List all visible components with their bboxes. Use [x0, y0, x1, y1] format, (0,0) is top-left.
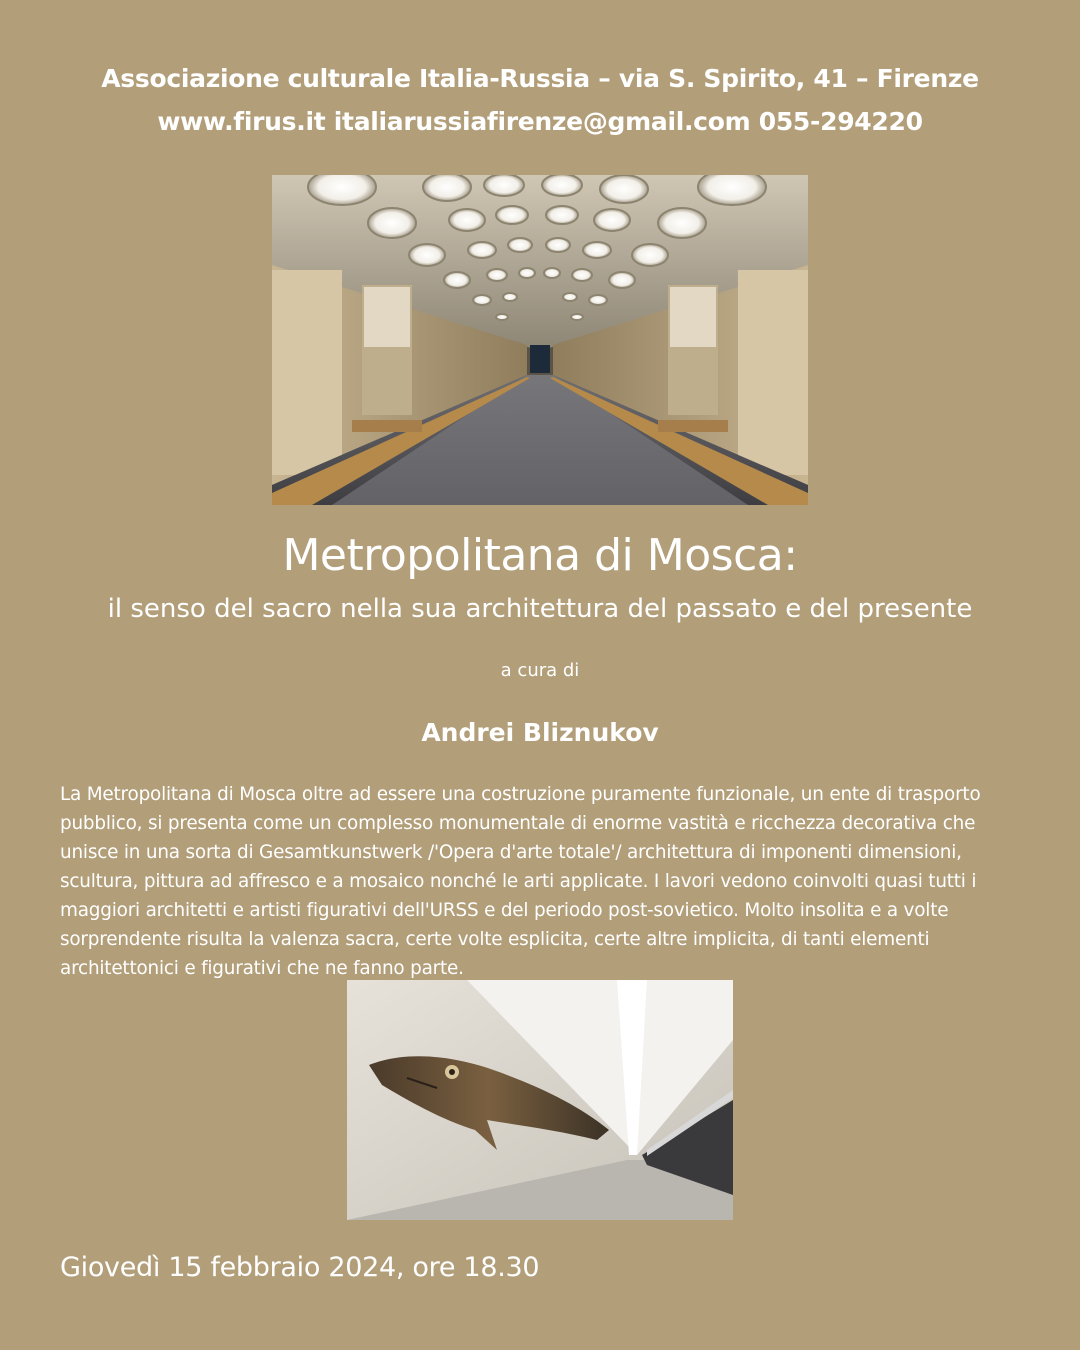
- association-contacts: www.firus.it italiarussiafirenze@gmail.com 055-294220: [157, 107, 923, 136]
- event-title: Metropolitana di Mosca:: [282, 530, 798, 581]
- association-address: Associazione culturale Italia-Russia – via S. Spirito, 41 – Firenze: [101, 64, 979, 93]
- event-description: La Metropolitana di Mosca oltre ad essere una costruzione puramente funzionale, un ente di trasporto pubblico, si presenta come un complesso monumentale di enorme vastità e ricchezza decorativa che unisce in una sorta di Gesamtkunstwerk /'Opera d'arte totale'/ architettura di imponenti dimensioni, scultura, pittura ad affresco e a mosaico nonché le arti applicate. I lavori vedono coinvolti quasi tutti i maggiori architetti e artisti figurativi dell'URSS e del periodo post-sovietico. Molto insolita e a volte sorprendente risulta la valenza sacra, certe volte esplicita, certe altre implicita, di tanti elementi architettonici e figurativi che ne fanno parte.: [60, 784, 981, 979]
- curated-by-label: a cura di: [500, 660, 580, 681]
- fish-mosaic-photo: [347, 980, 733, 1220]
- event-date: Giovedì 15 febbraio 2024, ore 18.30: [60, 1252, 540, 1283]
- author-name: Andrei Bliznukov: [421, 718, 659, 747]
- event-subtitle: il senso del sacro nella sua architettura del passato e del presente: [107, 594, 973, 624]
- metro-station-photo: [272, 175, 808, 505]
